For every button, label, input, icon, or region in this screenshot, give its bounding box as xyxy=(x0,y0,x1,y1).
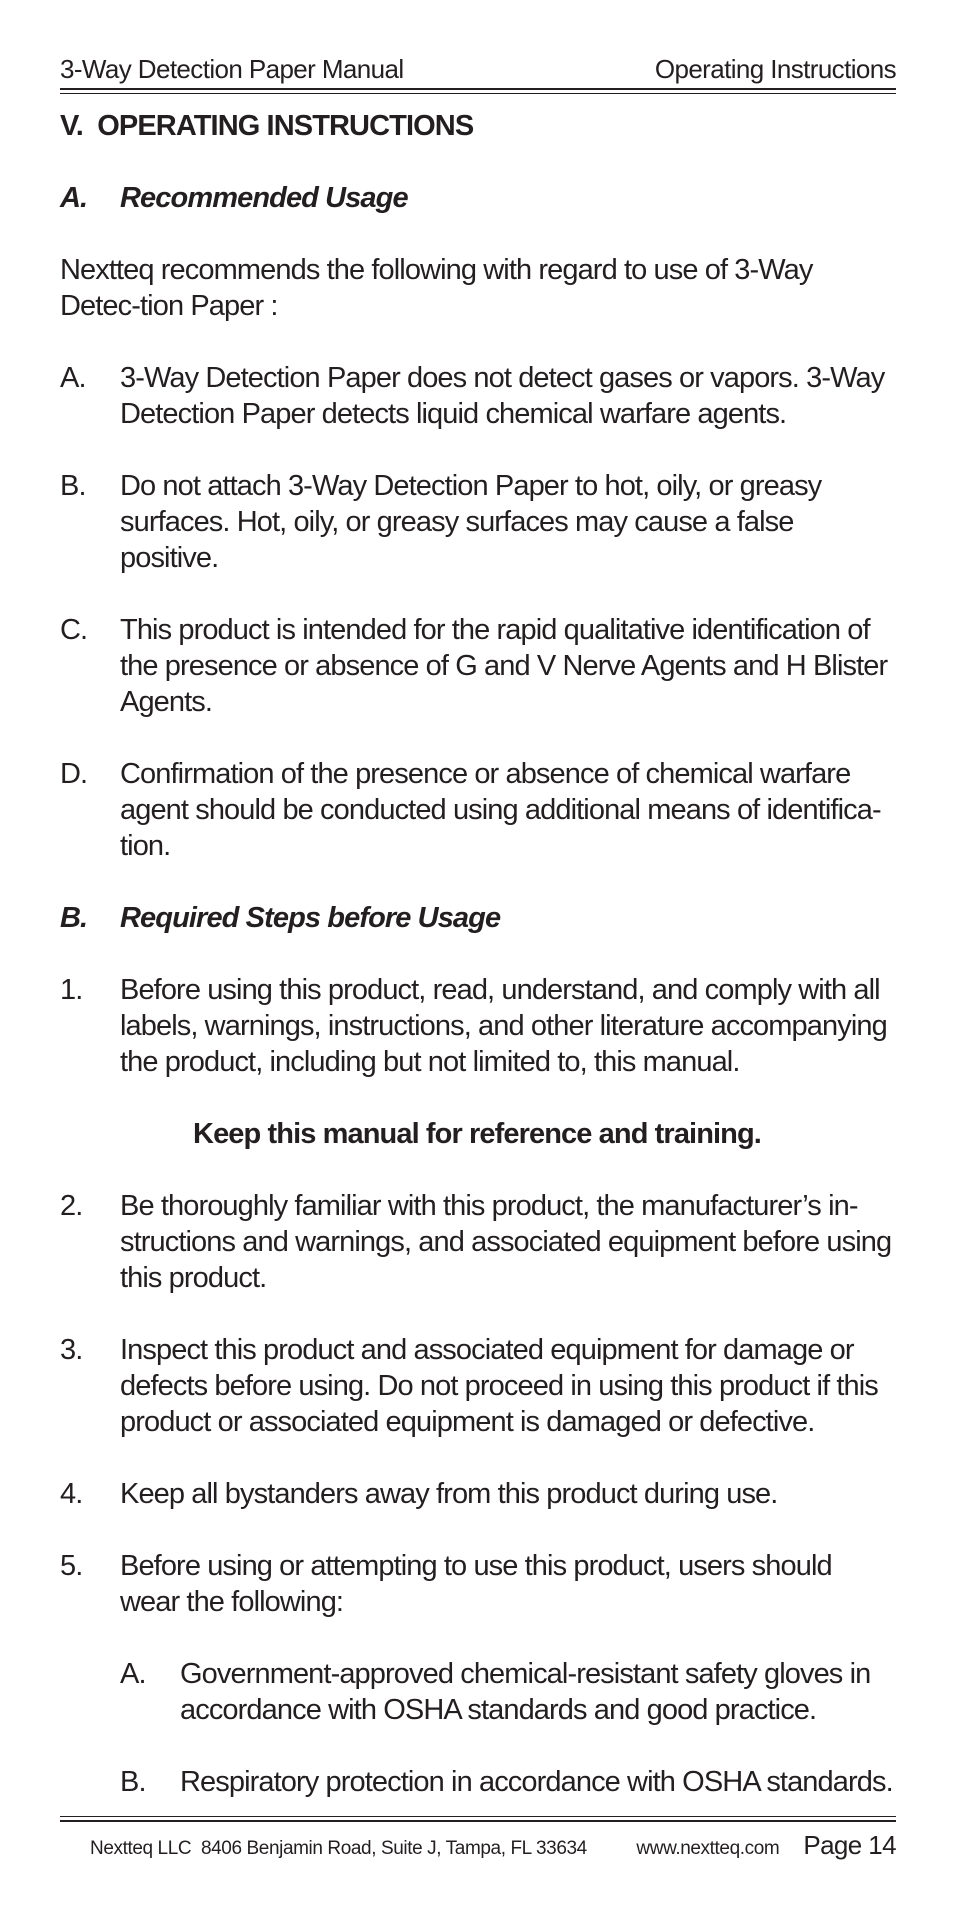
list-item: D. Confirmation of the presence or absence of chemical warfare agent should be conducted using additional means of identifica-tion. xyxy=(60,758,881,862)
header-rule-thin xyxy=(60,93,896,94)
subsection-a-marker: A. xyxy=(60,182,88,214)
subsection-a-title: Recommended Usage xyxy=(120,182,408,214)
subsection-a-heading xyxy=(60,180,894,216)
step-item: 5. Before using or attempting to use this product, users should wear the following: xyxy=(60,1550,832,1618)
list-item: C. This product is intended for the rapid qualitative identification of the presence or absence of G and V Nerve Agents and H Blister Agents. xyxy=(60,614,888,718)
page-number: Page 14 xyxy=(803,1830,896,1860)
footer-rule-thin xyxy=(60,1816,896,1817)
section-title: V. OPERATING INSTRUCTIONS xyxy=(60,110,474,142)
subsection-b-title: Required Steps before Usage xyxy=(120,902,501,934)
page-footer xyxy=(90,1830,896,1861)
subsection-b-marker: B. xyxy=(60,902,88,934)
step-item: 2. Be thoroughly familiar with this product, the manufacturer’s in-structions and warnings, and associated equipment before using this product. xyxy=(60,1190,892,1294)
page-header xyxy=(60,54,896,84)
ppe-item: A. Government-approved chemical-resistant safety gloves in accordance with OSHA standards and good practice. xyxy=(120,1658,871,1726)
subsection-b-heading xyxy=(60,900,894,936)
footer-rule xyxy=(60,1820,896,1822)
footer-website: www.nextteq.com xyxy=(636,1838,780,1859)
list-item: A. 3-Way Detection Paper does not detect gases or vapors. 3-Way Detection Paper detects liquid chemical warfare agents. xyxy=(60,362,885,430)
header-manual-title: 3-Way Detection Paper Manual xyxy=(60,54,404,84)
list-item: B. Do not attach 3-Way Detection Paper to hot, oily, or greasy surfaces. Hot, oily, or greasy surfaces may cause a false positive. xyxy=(60,470,822,574)
step-item: 3. Inspect this product and associated equipment for damage or defects before using. Do not proceed in using this product if this product or associated equipment is damaged or defective. xyxy=(60,1334,878,1438)
intro-paragraph: Nextteq recommends the following with regard to use of 3-Way Detec-tion Paper : xyxy=(60,254,813,322)
page-content xyxy=(60,108,894,1800)
step-item: 1. Before using this product, read, understand, and comply with all labels, warnings, instructions, and other literature accompanying the product, including but not limited to, this manual. xyxy=(60,974,887,1078)
ppe-item: B. Respiratory protection in accordance with OSHA standards. xyxy=(120,1766,893,1798)
header-section-title: Operating Instructions xyxy=(654,54,896,84)
keep-manual-note: Keep this manual for reference and training. xyxy=(193,1118,761,1150)
footer-address: Nextteq LLC 8406 Benjamin Road, Suite J, Tampa, FL 33634 xyxy=(90,1838,587,1859)
header-rule xyxy=(60,88,896,90)
step-item: 4. Keep all bystanders away from this product during use. xyxy=(60,1478,778,1510)
